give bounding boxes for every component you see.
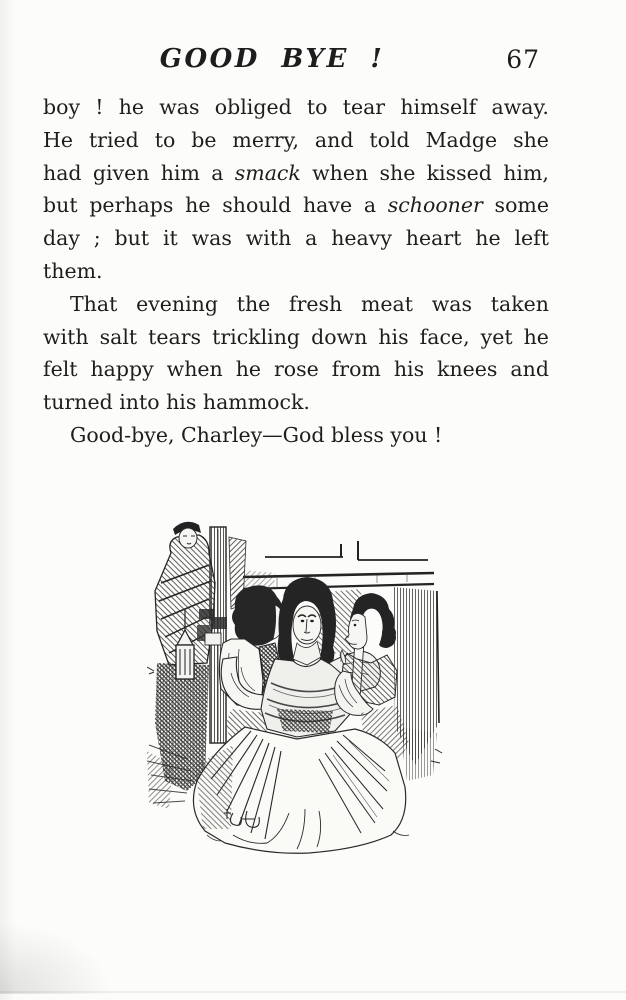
- word: That: [70, 291, 118, 316]
- word: was: [191, 226, 232, 251]
- word: a: [363, 193, 377, 218]
- word: himself: [400, 95, 477, 119]
- page-title: GOOD BYE !: [159, 44, 385, 74]
- word: when: [166, 357, 223, 382]
- word: Madge: [425, 127, 498, 152]
- word: told: [369, 127, 410, 152]
- word: him,: [503, 160, 549, 185]
- word: evening: [136, 291, 218, 316]
- word: but: [43, 193, 78, 218]
- running-head: [0, 44, 626, 78]
- word: fresh: [289, 291, 343, 316]
- word: should: [222, 193, 292, 218]
- text-line: turned into his hammock.: [43, 390, 310, 415]
- word: with: [43, 324, 89, 349]
- word: boy: [43, 95, 81, 119]
- body-text: [43, 91, 549, 452]
- word: happy: [90, 357, 154, 382]
- word: heart: [405, 226, 462, 251]
- word: had: [43, 160, 82, 185]
- word: was: [159, 95, 200, 119]
- word: some: [494, 193, 549, 218]
- word: when: [312, 160, 369, 185]
- text-line: [43, 222, 549, 255]
- word: heavy: [331, 226, 392, 251]
- word: perhaps: [89, 193, 174, 218]
- text-line: [43, 124, 549, 157]
- word: be: [191, 127, 217, 152]
- word: smack: [234, 160, 301, 185]
- word: day: [43, 226, 80, 251]
- word: schooner: [387, 193, 483, 218]
- word: !: [95, 95, 104, 119]
- engraving-illustration: [147, 513, 445, 858]
- word: she: [379, 160, 416, 185]
- word: with: [245, 226, 292, 251]
- word: he: [523, 324, 549, 349]
- text-line: [43, 288, 549, 321]
- page-edge-shading: [0, 0, 16, 1000]
- book-illustration: [147, 513, 445, 858]
- text-line: [43, 189, 549, 222]
- word: a: [305, 226, 318, 251]
- word: left: [514, 226, 549, 251]
- word: the: [236, 291, 271, 316]
- scan-corner-smudge: [0, 924, 110, 994]
- text-line: Good-bye, Charley—God bless you !: [70, 422, 443, 447]
- word: meat: [360, 291, 414, 316]
- text-line: [43, 91, 549, 124]
- word: kissed: [426, 160, 492, 185]
- word: him: [160, 160, 200, 185]
- word: face,: [419, 324, 470, 349]
- word: to: [306, 95, 328, 119]
- word: away.: [491, 95, 549, 119]
- word: yet: [480, 324, 513, 349]
- word: from: [331, 357, 381, 382]
- word: his: [378, 324, 409, 349]
- text-line: [43, 353, 549, 386]
- word: tears: [148, 324, 202, 349]
- text-line: [43, 157, 549, 190]
- word: knees: [437, 357, 498, 382]
- word: to: [154, 127, 176, 152]
- word: rose: [273, 357, 319, 382]
- word: was: [431, 291, 473, 316]
- word: down: [311, 324, 368, 349]
- word: tried: [88, 127, 139, 152]
- word: taken: [490, 291, 549, 316]
- word: it: [162, 226, 178, 251]
- word: she: [513, 127, 549, 152]
- word: ;: [93, 226, 101, 251]
- word: he: [475, 226, 501, 251]
- scan-bottom-line: [0, 991, 626, 993]
- word: felt: [43, 357, 78, 382]
- word: He: [43, 127, 74, 152]
- word: he: [118, 95, 145, 119]
- page-number: 67: [506, 45, 540, 74]
- word: tear: [342, 95, 386, 119]
- word: given: [92, 160, 150, 185]
- word: a: [211, 160, 224, 185]
- word: obliged: [214, 95, 292, 119]
- word: he: [185, 193, 211, 218]
- text-line: them.: [43, 258, 103, 283]
- word: merry,: [232, 127, 299, 152]
- word: and: [314, 127, 354, 152]
- word: he: [235, 357, 262, 382]
- word: his: [393, 357, 425, 382]
- word: and: [510, 357, 549, 382]
- word: trickling: [212, 324, 301, 349]
- word: but: [114, 226, 150, 251]
- text-line: [43, 321, 549, 354]
- word: salt: [99, 324, 138, 349]
- skirt: [193, 727, 405, 853]
- word: have: [302, 193, 353, 218]
